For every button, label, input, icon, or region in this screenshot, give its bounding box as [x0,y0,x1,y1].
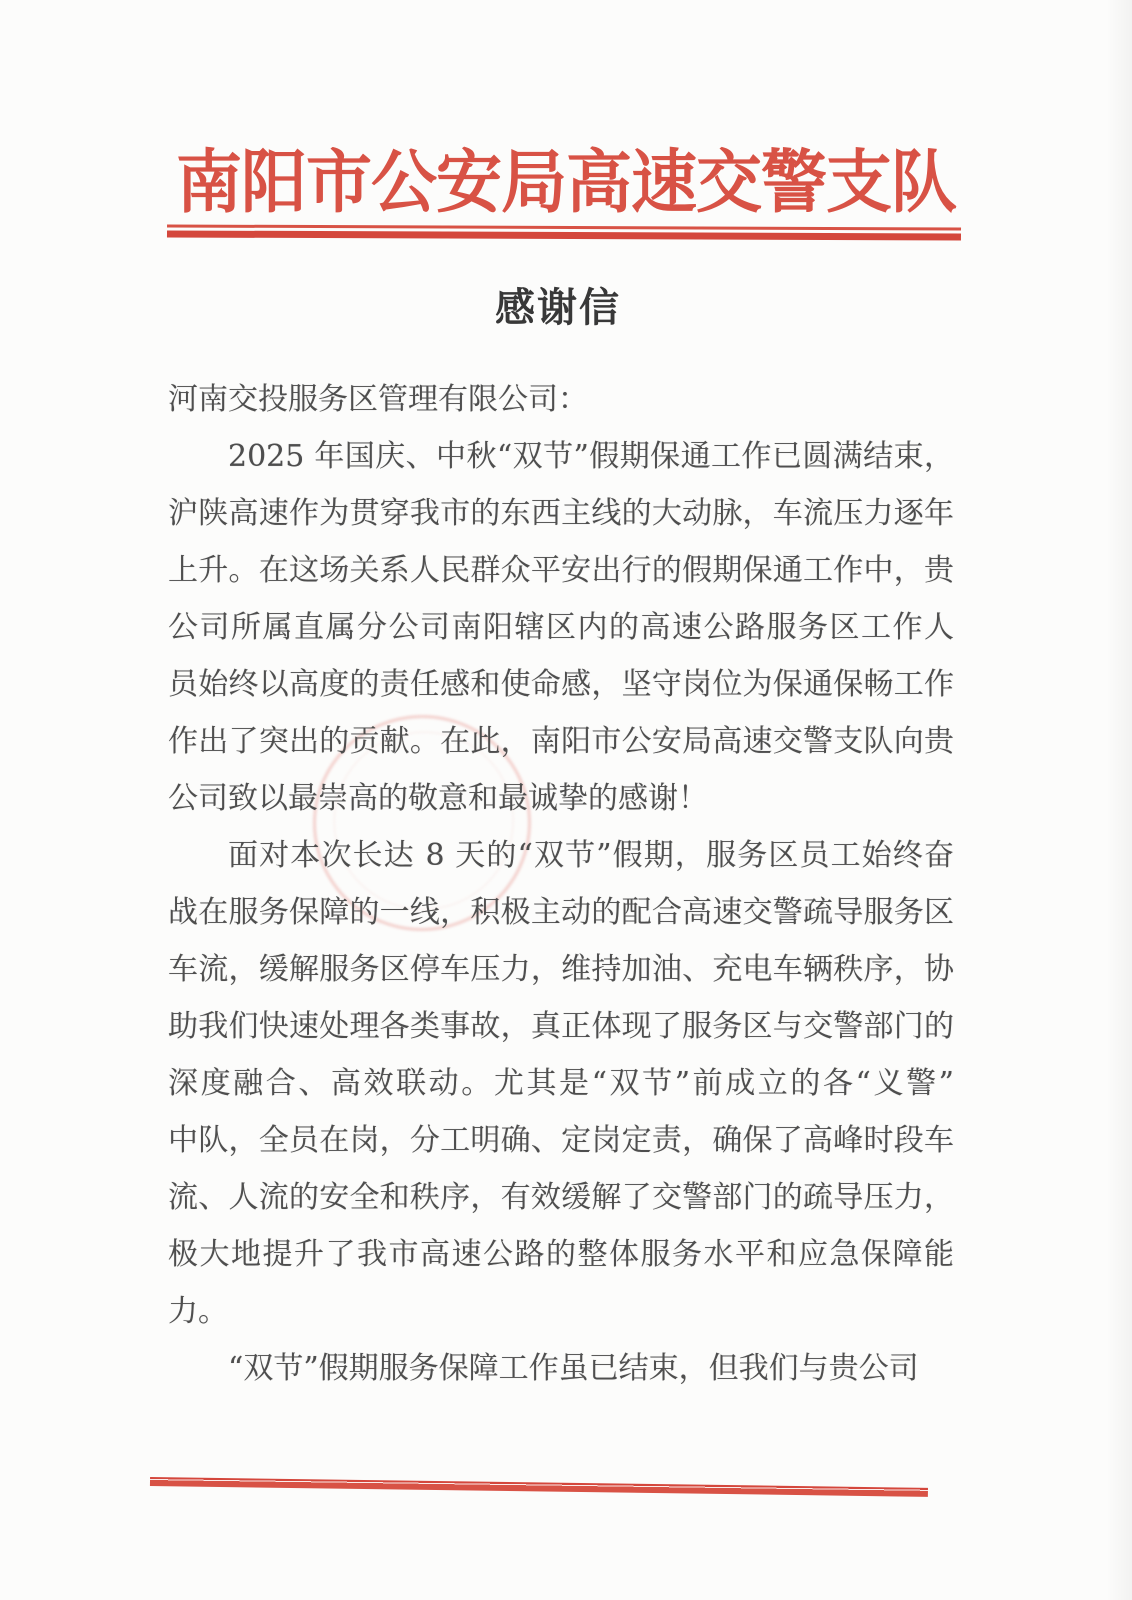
body-line: 极大地提升了我市高速公路的整体服务水平和应急保障能 [168,1237,954,1272]
body-line: 员始终以高度的责任感和使命感，坚守岗位为保通保畅工作 [168,667,954,702]
body-line: 作出了突出的贡献。在此，南阳市公安局高速交警支队向贵 [168,724,954,759]
body-line: 上升。在这场关系人民群众平安出行的假期保通工作中，贵 [168,553,954,588]
body-line: 战在服务保障的一线，积极主动的配合高速交警疏导服务区 [168,895,954,930]
body-line: 面对本次长达 8 天的“双节”假期，服务区员工始终奋 [228,838,954,873]
letterhead-double-rule [167,224,961,240]
body-line: 车流，缓解服务区停车压力，维持加油、充电车辆秩序，协 [168,952,954,987]
body-line: “双节”假期服务保障工作虽已结束，但我们与贵公司 [228,1351,919,1386]
body-line: 公司所属直属分公司南阳辖区内的高速公路服务区工作人 [168,610,954,645]
body-line: 流、人流的安全和秩序，有效缓解了交警部门的疏导压力， [168,1180,954,1215]
letter-body [168,371,954,1397]
footer-rule [150,1477,928,1497]
scan-edge-shadow [1106,0,1132,1600]
body-line: 2025 年国庆、中秋“双节”假期保通工作已圆满结束， [228,439,954,474]
body-line: 沪陕高速作为贯穿我市的东西主线的大动脉，车流压力逐年 [168,496,954,531]
body-line: 深度融合、高效联动。尤其是“双节”前成立的各“义警” [168,1066,954,1101]
body-line: 公司致以最崇高的敬意和最诚挚的感谢！ [168,781,708,816]
body-line: 助我们快速处理各类事故，真正体现了服务区与交警部门的 [168,1009,954,1044]
letterhead-org-name: 南阳市公安局高速交警支队 [176,141,956,223]
letter-title: 感谢信 [495,284,621,331]
body-line: 中队，全员在岗，分工明确、定岗定责，确保了高峰时段车 [168,1123,954,1158]
salutation-line: 河南交投服务区管理有限公司： [168,382,588,417]
body-line: 力。 [168,1294,228,1329]
